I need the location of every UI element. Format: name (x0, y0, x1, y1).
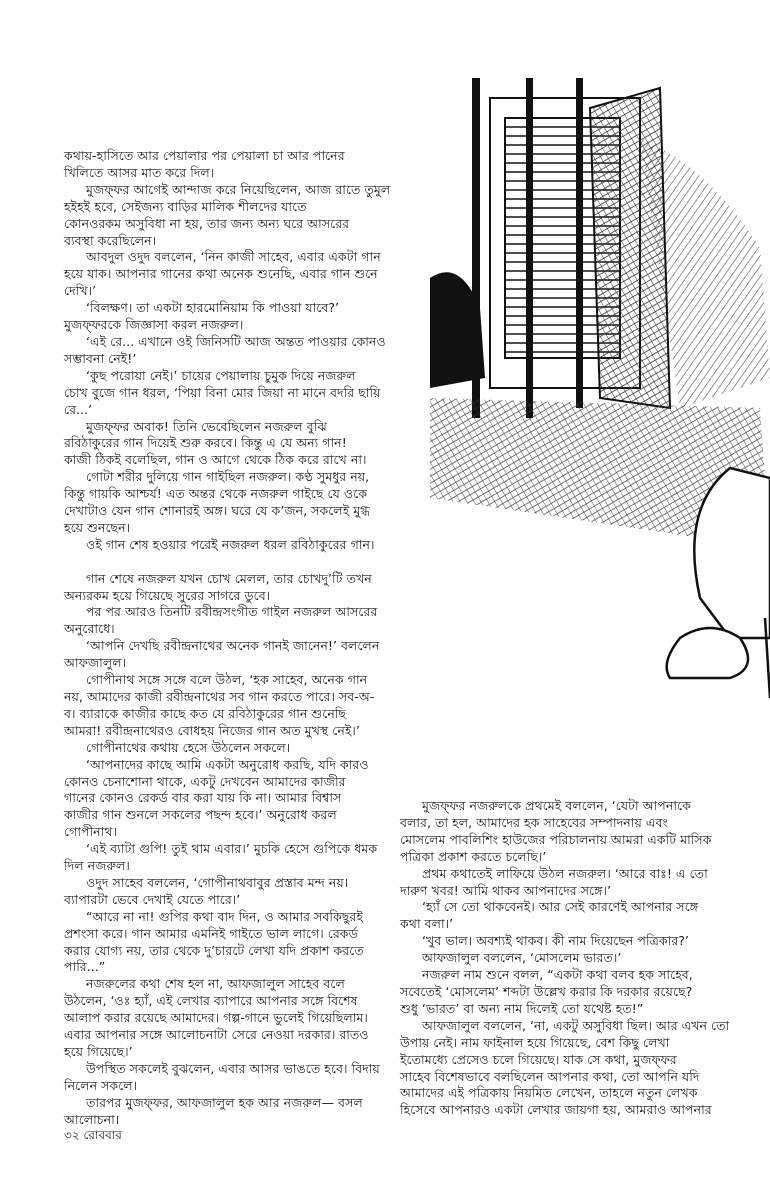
paragraph (64, 419, 424, 470)
text-line: আবদুল ওদুদ বললেন, ‘নিন কাজী সাহেব, এবার একটা গান (86, 249, 381, 265)
paragraph (64, 182, 424, 250)
text-line: রবিঠাকুরের গান দিয়েই শুরু করবে। কিন্তু এ যে অন্য গান! (64, 435, 347, 451)
text-line: ইতোমধ্যে প্রেসেও চলে গিয়েছে। যাক সে কথা, মুজফ্ফর (400, 1051, 677, 1067)
paragraph (64, 976, 424, 1061)
text-line: ওদুদ সাহেব বললেন, ‘গোপীনাথবাবুর প্রস্তাব মন্দ নয়। (86, 874, 349, 890)
text-line: প্রথম কথাতেই লাফিয়ে উঠল নজরুল। ‘আরে বাঃ! এ তো (422, 865, 708, 881)
text-line: আমরা! রবীন্দ্রনাথেরও বোধহয় নিজের গান অত মুখস্থ নেই।’ (64, 722, 360, 738)
text-line: মুজফ্ফর অবাক! তিনি ভেবেছিলেন নজরুল বুঝি (86, 418, 327, 434)
text-line: কোনও চেনাশোনা থাকে, একটু দেখবেন আমাদের কাজীর (64, 773, 346, 789)
text-line: পর পর আরও তিনটি রবীন্দ্রসংগীত গাইল নজরুল আসরের (86, 604, 378, 620)
paragraph (400, 967, 765, 1018)
magazine-name: রোববার (83, 1128, 122, 1142)
paragraph (64, 740, 424, 757)
text-line: ‘আপনি দেখছি রবীন্দ্রনাথের অনেক গানই জানেন!’ বললেন (86, 638, 380, 654)
paragraph (64, 757, 424, 842)
paragraph (64, 672, 424, 740)
text-line: ব্যবস্থা করেছিলেন। (64, 232, 157, 248)
right-text-column (400, 798, 765, 1119)
paragraph (64, 571, 424, 605)
text-line: ব্যাপারটা ভেবে দেখাই যেতে পারে।’ (64, 891, 241, 907)
paragraph (64, 841, 424, 875)
text-line: কোনওরকম অসুবিধা না হয়, তার জন্য অন্য ঘরে আসরের (64, 215, 350, 231)
page-number: ৩২ (64, 1128, 80, 1142)
paragraph (64, 875, 424, 909)
text-line: উপায় নেই। নাম ফাইনাল হয়ে গিয়েছে, বেশ কিছু লেখা (400, 1034, 670, 1050)
text-line: কিন্তু গায়কি আশ্চর্য! এত অন্তর থেকে নজরুল গাইছে যে ওকে (64, 486, 368, 502)
text-line: ব। ব্যারাকে কাজীর কাছে কত যে রবিঠাকুরের গান শুনেছি (64, 705, 347, 721)
text-line: নজরুলের কথা শেষ হল না, আফজালুল সাহেব বলে (86, 976, 345, 992)
paragraph (64, 368, 424, 419)
text-line: পত্রিকা প্রকাশ করতে চলেছি।’ (400, 848, 547, 864)
text-line: ‘আপনাদের কাছে আমি একটা অনুরোধ করছি, যদি কারও (86, 756, 369, 772)
text-line: আফজালুল বললেন, ‘না, একটু অসুবিধা ছিল। আর এখন তো (422, 1017, 730, 1033)
text-line: নিলেন সকলে। (64, 1077, 138, 1093)
text-line: শুধু ‘ভারত’ বা অন্য নাম দিলেই তো যথেষ্ট হত!” (400, 1000, 644, 1016)
text-line: কথা বলা।’ (400, 916, 454, 932)
text-line: নয়, আমাদের কাজী রবীন্দ্রনাথের সব গান করতে পারে। সব-অ- (64, 688, 375, 704)
text-line: ‘বিলক্ষণ। তা একটা হারমোনিয়াম কি পাওয়া যাবে?’ (86, 300, 340, 316)
text-line: আমাদের এই পত্রিকায় নিয়মিত লেখেন, তাহলে নতুন লেখক (400, 1085, 698, 1101)
text-line: পারি...” (64, 959, 106, 975)
text-line: গোপীনাথ। (64, 824, 117, 840)
text-line: প্রশংসা করে। গান আমার এমনিই গাইতে ভাল লাগে। রেকর্ড (64, 925, 358, 941)
paragraph (64, 469, 424, 537)
text-line: আলাপ করার রয়েছে আমাদের। গল্প-গানে ভুলেই গিয়েছিলাম। (64, 1010, 368, 1026)
text-line: দারুণ খবর! আমি থাকব আপনাদের সঙ্গে।’ (400, 882, 611, 898)
paragraph (400, 899, 765, 933)
text-line: বলার, তা হল, আমাদের হক সাহেবের সম্পাদনায় এবং (400, 814, 668, 830)
text-line: রে...’ (64, 401, 93, 417)
text-line: কাজীর গান শুনলে সকলের পছন্দ হবে।’ অনুরোধ করল (64, 807, 337, 823)
paragraph (400, 798, 765, 866)
text-line: তারপর মুজফ্ফর, আফজালুল হক আর নজরুল— বসল (86, 1094, 363, 1110)
section-break (64, 554, 424, 571)
text-line: ‘এই রে... এখানে ওই জিনিসটি আজ অন্তত পাওয়ার কোনও (86, 333, 386, 349)
text-line: হিসেবে আপনারও একটা লেখার জায়গা হয়, আমরাও আপনার (400, 1102, 712, 1118)
text-line: আলোচনা। (64, 1111, 120, 1127)
left-text-column (64, 148, 424, 1129)
text-line: মুজফ্ফর আগেই আন্দাজ করে নিয়েছিলেন, আজ রাতে তুমুল (86, 181, 391, 197)
paragraph (400, 950, 765, 967)
text-line: নজরুল নাম শুনে বলল, “একটা কথা বলব হক সাহেব, (422, 967, 693, 983)
paragraph (64, 638, 424, 672)
text-line: অনুরোধে। (64, 621, 115, 637)
text-line: কথায়-হাসিতে আর পেয়ালার পর পেয়ালা চা আর পানের (64, 148, 345, 163)
text-line: মুজফ্ফর নজরুলকে প্রথমেই বললেন, ‘যেটা আপনাকে (422, 798, 691, 813)
text-line: হয়ে গিয়েছে।’ (64, 1044, 133, 1060)
text-line: সম্ভাবনা নেই!’ (64, 350, 137, 366)
text-line: মোসলেম পাবলিশিং হাউজের পরিচালনায় আমরা একটি মাসিক (400, 831, 712, 847)
text-line: গোপীনাথ সঙ্গে সঙ্গে বলে উঠল, ‘হক সাহেব, অনেক গান (86, 672, 368, 688)
text-line: মুজফ্ফরকে জিজ্ঞাসা করল নজরুল। (64, 317, 244, 333)
paragraph (400, 866, 765, 900)
text-line: হইহই হবে, সেইজন্য বাড়ির মালিক শীলদের যাতে (64, 198, 307, 214)
text-line: ‘হ্যাঁ সে তো থাকবেনই। আর সেই কারণেই আপনার সঙ্গে (422, 899, 699, 915)
text-line: গান শেষে নজরুল যখন চোখ মেলল, তার চোখদু’টি তখন (86, 570, 372, 586)
paragraph (400, 933, 765, 950)
text-line: ‘এই ব্যাটা গুপি! তুই থাম এবার।’ মুচকি হেসে গুপিকে ধমক (86, 841, 378, 857)
text-line: হয়ে যাক। আপনার গানের কথা অনেক শুনেছি, এবার গান শুনে (64, 266, 378, 282)
text-line: হয়ে শুনছেন। (64, 519, 131, 535)
text-line: দিল নজরুল। (64, 858, 130, 874)
text-line: সবেতেই ‘মোসলেম’ শব্দটা উল্লেখ করার কি দরকার রয়েছে? (400, 983, 693, 999)
paragraph (64, 1095, 424, 1129)
paragraph (64, 334, 424, 368)
text-line: করার যোগ্য নয়, তার থেকে দু’চারটে লেখা যদি প্রকাশ করতে (64, 942, 364, 958)
text-line: আফজালুল বললেন, ‘মোসলেম ভারত।’ (422, 950, 622, 966)
paragraph (64, 1061, 424, 1095)
text-line: এবার আপনার সঙ্গে আলোচনাটা সেরে নেওয়া দরকার। রাতও (64, 1027, 369, 1043)
text-line: আফজালুল। (64, 655, 127, 671)
paragraph (64, 604, 424, 638)
paragraph (400, 1018, 765, 1119)
text-line: উঠলেন, ‘ওঃ হ্যাঁ, এই লেখার ব্যাপারে আপনার সঙ্গে বিশেষ (64, 993, 358, 1009)
text-line: গোটা শরীর দুলিয়ে গান গাইছিল নজরুল। কণ্ঠ সুমধুর নয়, (86, 469, 370, 485)
paragraph (64, 537, 424, 554)
text-line: ওই গান শেষ হওয়ার পরেই নজরুল ধরল রবিঠাকুরের গান। (86, 536, 375, 552)
text-line: দেখাটাও যেন গান শোনারই অঙ্গ। ঘরে যে ক’জন, সকলেই মুগ্ধ (64, 503, 370, 519)
text-line: খিলিতে আসর মাত করে দিল। (64, 164, 215, 180)
page-footer (64, 1127, 122, 1147)
window-sketch-illustration (430, 78, 770, 698)
text-line: সাহেব বিশেষভাবে বলছিলেন আপনার কথা, তো আপনি যদি (400, 1068, 700, 1084)
text-line: দেখি।’ (64, 283, 97, 299)
text-line: অন্যরকম হয়ে গিয়েছে সুরের সাগরে ডুবে। (64, 587, 271, 603)
text-line: “আরে না না! গুপির কথা বাদ দিন, ও আমার সবকিছুরই (86, 908, 363, 924)
paragraph (64, 249, 424, 300)
paragraph (64, 148, 424, 182)
paragraph (64, 909, 424, 977)
text-line: কাজী ঠিকই বলেছিল, গান ও আগে থেকে ঠিক করে রাখে না। (64, 452, 367, 468)
paragraph (64, 300, 424, 334)
text-line: গোপীনাথের কথায় হেসে উঠলেন সকলে। (86, 739, 291, 755)
text-line: ‘খুব ভাল। অবশ্যই থাকব। কী নাম দিয়েছেন পত্রিকার?’ (422, 933, 689, 949)
text-line: উপস্থিত সকলেই বুঝলেন, এবার আসর ভাঙতে হবে। বিদায় (86, 1060, 380, 1076)
text-line: ‘কুছ পরোয়া নেই।’ চায়ের পেয়ালায় চুমুক দিয়ে নজরুল (86, 367, 356, 383)
text-line: চোখ বুজে গান ধরল, ‘পিয়া বিনা মোর জিয়া না মানে বদরি ছায়ি (64, 384, 381, 400)
text-line: গানের কোনও রেকর্ড বার করা যায় কি না। আমার বিশ্বাস (64, 790, 342, 806)
